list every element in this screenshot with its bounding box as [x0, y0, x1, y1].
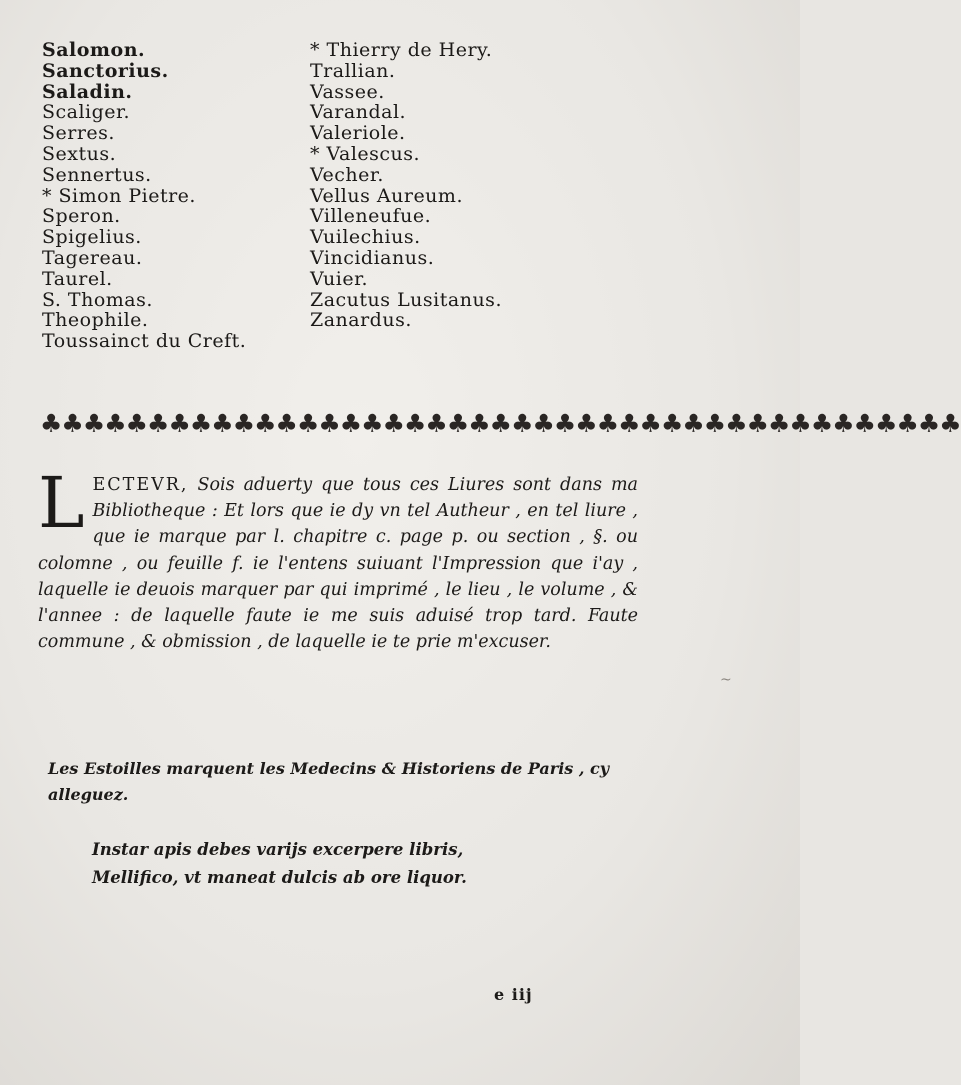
author-entry: Vassee. — [310, 80, 385, 103]
author-entry: Scaliger. — [42, 101, 131, 124]
author-entry: Saladin. — [42, 80, 133, 103]
author-entry: Vincidianus. — [310, 246, 435, 269]
author-entry: Spigelius. — [42, 226, 142, 249]
verse-line: Instar apis debes varijs excerpere libris, — [92, 840, 464, 859]
author-entry: Varandal. — [310, 101, 407, 124]
author-entry: Vuier. — [310, 267, 369, 290]
notice-text: Sois aduerty que tous ces Liures sont dans ma Bibliotheque : Et lors que ie dy vn tel Autheur , en tel liure , que ie marque par l. chapitre c. page p. ou section , §. ou colomne , ou feuille f. ie l'entens suiuant l'Impression que i'ay , laquelle ie deuois marquer par qui imprimé , le lieu , le volume , & l'annee : de laquelle faute ie me suis aduisé trop tard. Faute commune , & obmission , de laquelle ie te prie m'excuser. — [38, 475, 638, 653]
author-entry: * Thierry de Hery. — [310, 39, 493, 61]
author-entry: Tagereau. — [42, 246, 143, 269]
author-entry: Sanctorius. — [42, 59, 169, 82]
author-entry: Toussainct du Creft. — [42, 330, 247, 353]
author-column-left — [42, 40, 246, 352]
author-entry: * Valescus. — [310, 142, 421, 165]
author-entry: Sextus. — [42, 142, 117, 165]
signature-mark: e iij — [494, 985, 533, 1004]
author-index — [42, 40, 662, 400]
verse-line: Mellifico, vt maneat dulcis ab ore liquor. — [92, 868, 467, 887]
notice-to-reader — [38, 462, 638, 655]
author-entry: Villeneufue. — [310, 205, 432, 228]
author-entry: Serres. — [42, 122, 115, 145]
author-entry: Sennertus. — [42, 163, 152, 186]
author-entry: Taurel. — [42, 267, 113, 290]
author-entry: * Simon Pietre. — [42, 184, 196, 207]
author-entry: Vellus Aureum. — [310, 184, 463, 207]
notice-lead-word: ECTEVR, — [92, 475, 189, 495]
author-entry: Valeriole. — [310, 122, 406, 145]
latin-verse — [92, 836, 612, 892]
author-entry: S. Thomas. — [42, 288, 153, 311]
asterisk-note: Les Estoilles marquent les Medecins & Historiens de Paris , cy alleguez. — [48, 759, 610, 804]
author-entry: Zacutus Lusitanus. — [310, 288, 502, 311]
fleuron-border: ♣♣♣♣♣♣♣♣♣♣♣♣♣♣♣♣♣♣♣♣♣♣♣♣♣♣♣♣♣♣♣♣♣♣♣♣♣♣♣♣♣♣♣ — [40, 409, 961, 438]
author-entry: Vuilechius. — [310, 226, 421, 249]
ink-smudge: ~ — [720, 672, 732, 688]
drop-cap: L — [38, 462, 85, 544]
author-entry: Theophile. — [42, 309, 149, 332]
author-column-right — [310, 40, 502, 331]
author-entry: Speron. — [42, 205, 121, 228]
author-entry: Vecher. — [310, 163, 384, 186]
author-entry: Salomon. — [42, 39, 146, 61]
author-entry: Trallian. — [310, 59, 396, 82]
author-entry: Zanardus. — [310, 309, 412, 332]
